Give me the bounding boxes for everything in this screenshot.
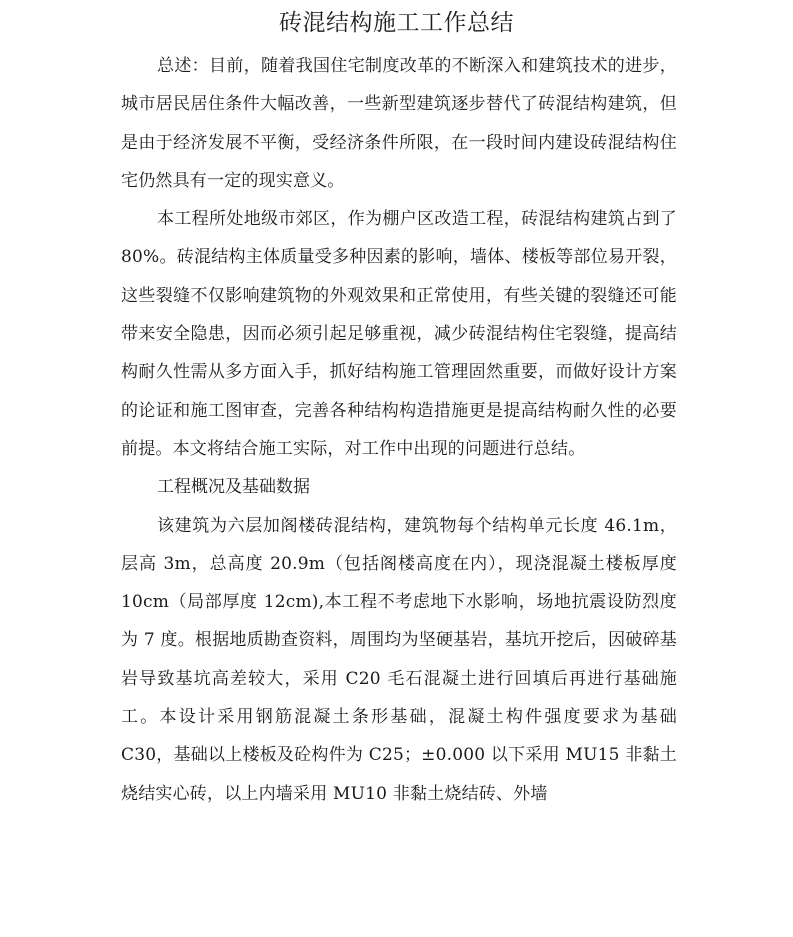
paragraph-project: 本工程所处地级市郊区，作为棚户区改造工程，砖混结构建筑占到了 80%。砖混结构主体质量受多种因素的影响，墙体、楼板等部位易开裂，这些裂缝不仅影响建筑物的外观效果和正常使用，有些关键的裂缝还可能带来安全隐患，因而必须引起足够重视，减少砖混结构住宅裂缝，提高结构耐久性需从多方面入手，抓好结构施工管理固然重要，而做好设计方案的论证和施工图审查，完善各种结构构造措施更是提高结构耐久性的必要前提。本文将结合施工实际，对工作中出现的问题进行总结。 (121, 209, 677, 459)
paragraph-project-data: 该建筑为六层加阁楼砖混结构，建筑物每个结构单元长度 46.1m，层高 3m，总高度 20.9m（包括阁楼高度在内），现浇混凝土楼板厚度 10cm（局部厚度 12cm),本工程不考虑地下水影响，场地抗震设防烈度为 7 度。根据地质勘查资料，周围均为坚硬基岩，基坑开挖后，因破碎基岩导致基坑高差较大，采用 C20 毛石混凝土进行回填后再进行基础施工。本设计采用钢筋混凝土条形基础，混凝土构件强度要求为基础 C30，基础以上楼板及砼构件为 C25；±0.000 以下采用 MU15 非黏土烧结实心砖，以上内墙采用 MU10 非黏土烧结砖、外墙 (121, 515, 677, 804)
document-title: 砖混结构施工工作总结 (279, 10, 514, 36)
section-heading: 工程概况及基础数据 (157, 477, 310, 498)
document-body (121, 47, 677, 813)
paragraph-overview: 总述：目前，随着我国住宅制度改革的不断深入和建筑技术的进步，城市居民居住条件大幅改善，一些新型建筑逐步替代了砖混结构建筑，但是由于经济发展不平衡，受经济条件所限，在一段时间内建设砖混结构住宅仍然具有一定的现实意义。 (121, 56, 677, 191)
